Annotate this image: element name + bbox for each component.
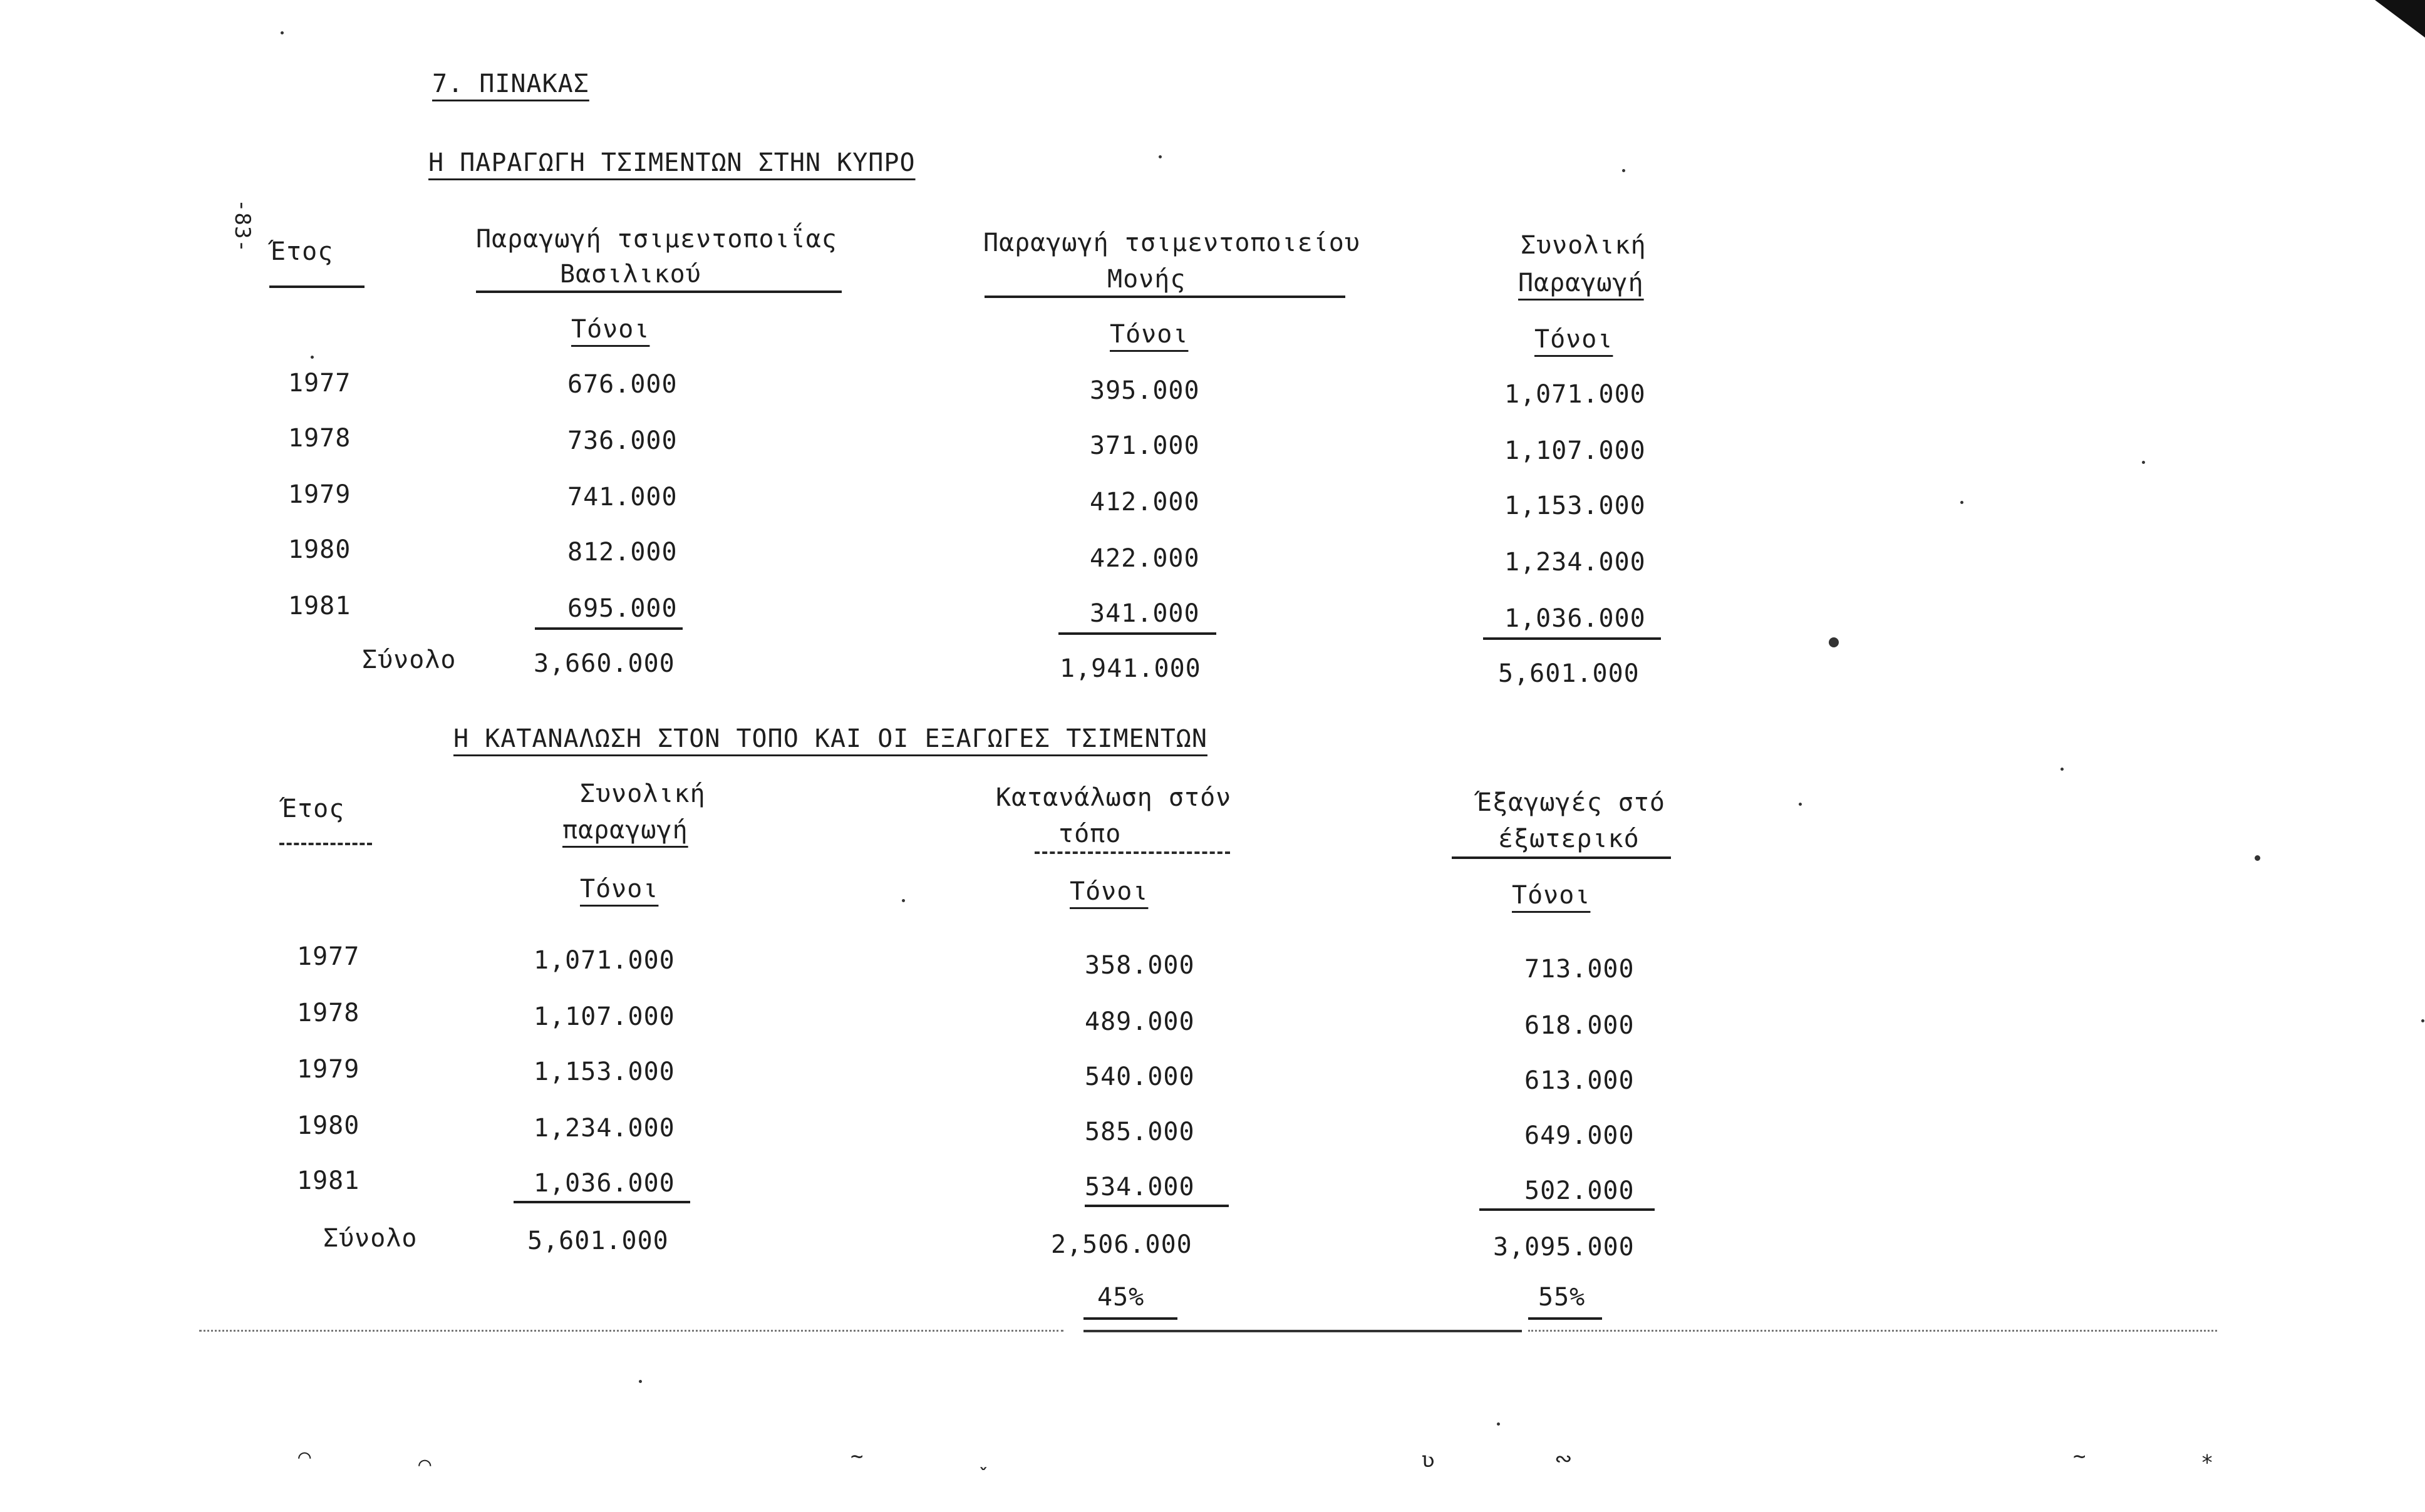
table2-col-exports-line1: Έξαγωγές στό — [1477, 788, 1665, 817]
exports-percentage: 55% — [1538, 1283, 1586, 1312]
scan-speck — [2060, 768, 2064, 771]
table2-cell-year: 1980 — [297, 1111, 360, 1140]
table2-cell-production: 1,234.000 — [534, 1114, 675, 1143]
consumption-percentage: 45% — [1097, 1283, 1145, 1312]
table1-cell-vasilikos: 736.000 — [567, 426, 678, 455]
table1-cell-moni: 341.000 — [1090, 599, 1200, 628]
table2-col-consumption-line2: τόπο — [1058, 820, 1122, 848]
table1-col-vasilikos-line2: Βασιλικού — [560, 260, 701, 289]
table1-sum-rule-vasilikos — [535, 627, 683, 630]
table2-cell-year: 1981 — [297, 1166, 360, 1195]
table1-vasilikos-rule — [476, 291, 842, 293]
table1-cell-total: 1,153.000 — [1504, 491, 1646, 520]
table2-total-label: Σύνολο — [323, 1224, 418, 1253]
scan-speck — [1159, 155, 1162, 158]
table1-cell-moni: 422.000 — [1090, 544, 1200, 573]
table1-cell-vasilikos: 741.000 — [567, 483, 678, 512]
bottom-dotted-rule-left — [199, 1330, 1063, 1332]
table1-cell-total: 1,036.000 — [1504, 604, 1646, 633]
table1-cell-total: 1,234.000 — [1504, 548, 1646, 577]
scan-speck — [902, 899, 905, 902]
table2-year-rule — [279, 843, 372, 845]
table1-cell-vasilikos: 676.000 — [567, 370, 678, 399]
table1-unit-moni: Τόνοι — [1110, 320, 1189, 349]
scan-artifact-mark: ∾ — [1554, 1446, 1573, 1471]
table2-cell-year: 1978 — [297, 999, 360, 1027]
table1-title: Η ΠΑΡΑΓΩΓΗ ΤΣΙΜΕΝΤΩΝ ΣΤΗΝ ΚΥΠΡΟ — [428, 148, 916, 177]
table1-cell-moni: 412.000 — [1090, 488, 1200, 517]
table1-col-moni-line2: Μονής — [1107, 265, 1186, 294]
table2-cell-exports: 502.000 — [1524, 1176, 1635, 1205]
scan-artifact-mark: ʋ — [1422, 1448, 1435, 1473]
table2-unit-production: Τόνοι — [580, 875, 659, 903]
table1-cell-year: 1979 — [288, 480, 351, 509]
bottom-rule-mid — [1083, 1330, 1522, 1332]
table1-cell-vasilikos: 812.000 — [567, 538, 678, 567]
table1-total-label: Σύνολο — [362, 645, 457, 674]
table2-sum-rule-production — [514, 1201, 690, 1203]
table2-col-production-line2: παραγωγή — [562, 816, 688, 845]
table1-cell-total: 1,107.000 — [1504, 436, 1646, 465]
table1-moni-rule — [985, 296, 1345, 298]
table2-unit-consumption: Τόνοι — [1070, 877, 1149, 906]
scan-speck — [1497, 1422, 1500, 1426]
table2-unit-exports: Τόνοι — [1512, 881, 1591, 910]
table2-sum-rule-consumption — [1085, 1205, 1229, 1207]
table2-cell-consumption: 540.000 — [1085, 1062, 1195, 1091]
table2-consumption-rule — [1035, 851, 1230, 854]
scan-speck — [1799, 803, 1802, 806]
table2-cell-exports: 649.000 — [1524, 1121, 1635, 1150]
table2-cell-production: 1,071.000 — [534, 946, 675, 975]
scan-speck — [1829, 637, 1839, 647]
scan-speck — [281, 31, 284, 34]
scan-speck — [1622, 169, 1625, 172]
table2-cell-production: 1,153.000 — [534, 1057, 675, 1086]
table2-col-year: Έτος — [282, 795, 345, 823]
table1-cell-vasilikos: 695.000 — [567, 594, 678, 623]
table2-col-production-line1: Συνολική — [580, 779, 706, 808]
table2-total-exports: 3,095.000 — [1493, 1233, 1635, 1262]
table1-total-moni: 1,941.000 — [1060, 654, 1201, 683]
bottom-dotted-rule-right — [1528, 1330, 2217, 1332]
table1-col-moni-line1: Παραγωγή τσιμεντοποιείου — [983, 229, 1360, 257]
table1-sum-rule-moni — [1058, 632, 1216, 635]
table1-col-total-line1: Συνολική — [1521, 231, 1647, 260]
scan-speck — [311, 356, 314, 359]
page-number: -83- — [230, 199, 255, 253]
table2-cell-year: 1977 — [297, 942, 360, 971]
table2-cell-exports: 613.000 — [1524, 1066, 1635, 1095]
table2-cell-year: 1979 — [297, 1055, 360, 1084]
table2-col-exports-line2: έξωτερικό — [1498, 825, 1640, 853]
scan-speck — [1960, 501, 1963, 504]
table2-col-consumption-line1: Κατανάλωση στόν — [996, 783, 1232, 812]
table2-total-production: 5,601.000 — [527, 1227, 669, 1255]
table2-title: Η ΚΑΤΑΝΑΛΩΣΗ ΣΤΟΝ ΤΟΠΟ ΚΑΙ ΟΙ ΕΞΑΓΩΓΕΣ ΤΣΙΜΕΝΤΩΝ — [453, 724, 1207, 753]
table2-total-consumption: 2,506.000 — [1051, 1230, 1192, 1259]
scan-artifact-mark: ⌒ — [418, 1451, 432, 1476]
table1-total-total: 5,601.000 — [1498, 659, 1640, 688]
scan-artifact-mark: ∗ — [2201, 1446, 2214, 1471]
scan-artifact-mark: ˬ — [977, 1446, 990, 1471]
table1-total-vasilikos: 3,660.000 — [534, 649, 675, 678]
table1-cell-year: 1977 — [288, 369, 351, 398]
table2-sum-rule-exports — [1479, 1208, 1655, 1211]
table2-exports-rule — [1452, 856, 1671, 859]
table1-cell-total: 1,071.000 — [1504, 380, 1646, 409]
table1-unit-total: Τόνοι — [1534, 325, 1613, 354]
scan-artifact-mark: ~ — [851, 1444, 864, 1469]
scan-artifact-mark: ~ — [2073, 1444, 2086, 1469]
scan-speck — [2421, 1019, 2424, 1022]
scan-speck — [639, 1380, 642, 1383]
table2-cell-production: 1,107.000 — [534, 1002, 675, 1031]
table2-cell-consumption: 489.000 — [1085, 1007, 1195, 1036]
table1-unit-vasilikos: Τόνοι — [571, 315, 650, 344]
consumption-percentage-rule — [1083, 1317, 1177, 1320]
table2-cell-consumption: 585.000 — [1085, 1118, 1195, 1146]
table1-cell-year: 1980 — [288, 535, 351, 564]
table1-cell-year: 1978 — [288, 424, 351, 453]
section-heading: 7. ΠΙΝΑΚΑΣ — [432, 69, 589, 98]
table2-cell-consumption: 534.000 — [1085, 1173, 1195, 1201]
table1-cell-year: 1981 — [288, 592, 351, 620]
table1-col-vasilikos-line1: Παραγωγή τσιμεντοποιΐας — [476, 225, 837, 254]
scan-speck — [2255, 855, 2260, 861]
table1-sum-rule-total — [1483, 637, 1661, 640]
table2-cell-consumption: 358.000 — [1085, 951, 1195, 980]
scan-speck — [2142, 461, 2145, 464]
exports-percentage-rule — [1528, 1317, 1602, 1320]
table2-cell-exports: 713.000 — [1524, 955, 1635, 984]
table1-col-total-line2: Παραγωγή — [1518, 269, 1644, 297]
table2-cell-exports: 618.000 — [1524, 1011, 1635, 1040]
table1-year-rule — [269, 285, 365, 288]
table1-cell-moni: 371.000 — [1090, 431, 1200, 460]
table1-col-year: Έτος — [271, 237, 334, 266]
table2-cell-production: 1,036.000 — [534, 1169, 675, 1198]
scan-corner-shadow — [2375, 0, 2425, 38]
scan-artifact-mark: ⌒ — [298, 1444, 311, 1469]
table1-cell-moni: 395.000 — [1090, 376, 1200, 405]
